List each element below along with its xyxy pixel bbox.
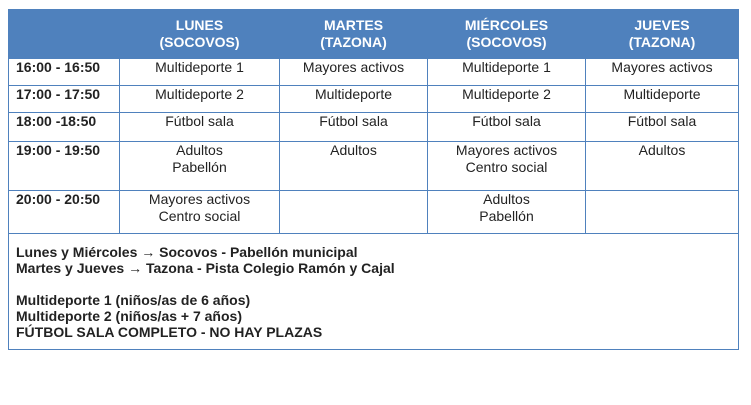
detail-note: Multideporte 2 (niños/as + 7 años)	[16, 308, 242, 324]
detail-note: Multideporte 1 (niños/as de 6 años)	[16, 292, 251, 308]
activity-location: Pabellón	[172, 159, 227, 175]
header-day-miercoles	[428, 10, 586, 59]
day-place: (SOCOVOS)	[466, 34, 547, 50]
activity-location: Pabellón	[479, 208, 534, 224]
header-row	[9, 10, 739, 59]
notes-row	[9, 234, 739, 350]
day-place: (TAZONA)	[628, 34, 696, 50]
activity-line: Mayores activos	[302, 59, 405, 75]
activity-line: Adultos	[638, 142, 686, 158]
header-day-lunes	[120, 10, 280, 59]
activity-line: Mayores activos	[455, 142, 558, 158]
day-place: (SOCOVOS)	[159, 34, 240, 50]
activity-cell	[586, 142, 739, 191]
schedule-table	[8, 9, 739, 350]
activity-cell	[428, 113, 586, 142]
activity-line: Mayores activos	[611, 59, 713, 75]
activity-line: Multideporte 1	[462, 59, 551, 75]
activity-cell	[586, 59, 739, 86]
location-note: Martes y Jueves → Tazona - Pista Colegio Ramón y Cajal	[16, 260, 395, 276]
time-slot: 20:00 - 20:50	[9, 191, 120, 234]
table-row	[9, 86, 739, 113]
empty-cell	[280, 191, 428, 234]
activity-cell	[120, 59, 280, 86]
day-name: MARTES	[323, 17, 384, 33]
activity-cell	[120, 113, 280, 142]
header-day-martes	[280, 10, 428, 59]
activity-line: Multideporte 1	[155, 59, 244, 75]
activity-line: Multideporte 2	[155, 86, 244, 102]
table-row	[9, 191, 739, 234]
table-row	[9, 142, 739, 191]
activity-cell	[280, 113, 428, 142]
activity-line: Multideporte	[314, 86, 393, 102]
activity-cell	[280, 142, 428, 191]
activity-cell	[280, 86, 428, 113]
location-note: Lunes y Miércoles → Socovos - Pabellón municipal	[16, 244, 358, 260]
activity-cell	[428, 59, 586, 86]
activity-line: Fútbol sala	[165, 113, 234, 129]
activity-line: Adultos	[176, 142, 223, 158]
day-place: (TAZONA)	[320, 34, 387, 50]
activity-location: Centro social	[158, 208, 241, 224]
table-row	[9, 113, 739, 142]
activity-cell	[280, 59, 428, 86]
time-slot: 18:00 -18:50	[9, 113, 120, 142]
activity-cell	[586, 86, 739, 113]
day-name: JUEVES	[634, 17, 690, 33]
activity-line: Fútbol sala	[472, 113, 541, 129]
activity-cell	[120, 191, 280, 234]
activity-cell	[120, 142, 280, 191]
table-row	[9, 59, 739, 86]
day-name: MIÉRCOLES	[464, 17, 549, 33]
empty-cell	[586, 191, 739, 234]
activity-location: Centro social	[465, 159, 548, 175]
time-slot: 19:00 - 19:50	[9, 142, 120, 191]
time-slot: 16:00 - 16:50	[9, 59, 120, 86]
day-name: LUNES	[175, 17, 224, 33]
activity-cell	[428, 191, 586, 234]
activity-cell	[428, 86, 586, 113]
header-day-jueves	[586, 10, 739, 59]
activity-cell	[428, 142, 586, 191]
activity-line: Mayores activos	[148, 191, 251, 207]
activity-line: Adultos	[330, 142, 377, 158]
header-corner	[9, 10, 120, 59]
activity-line: Multideporte 2	[462, 86, 551, 102]
activity-line: Adultos	[483, 191, 530, 207]
activity-cell	[586, 113, 739, 142]
activity-line: Multideporte	[623, 86, 701, 102]
time-slot: 17:00 - 17:50	[9, 86, 120, 113]
notes-spacer	[16, 276, 731, 292]
activity-cell	[120, 86, 280, 113]
notes-cell	[9, 234, 739, 350]
activity-line: Fútbol sala	[319, 113, 388, 129]
activity-line: Fútbol sala	[627, 113, 697, 129]
warning-note: FÚTBOL SALA COMPLETO - NO HAY PLAZAS	[16, 324, 323, 340]
